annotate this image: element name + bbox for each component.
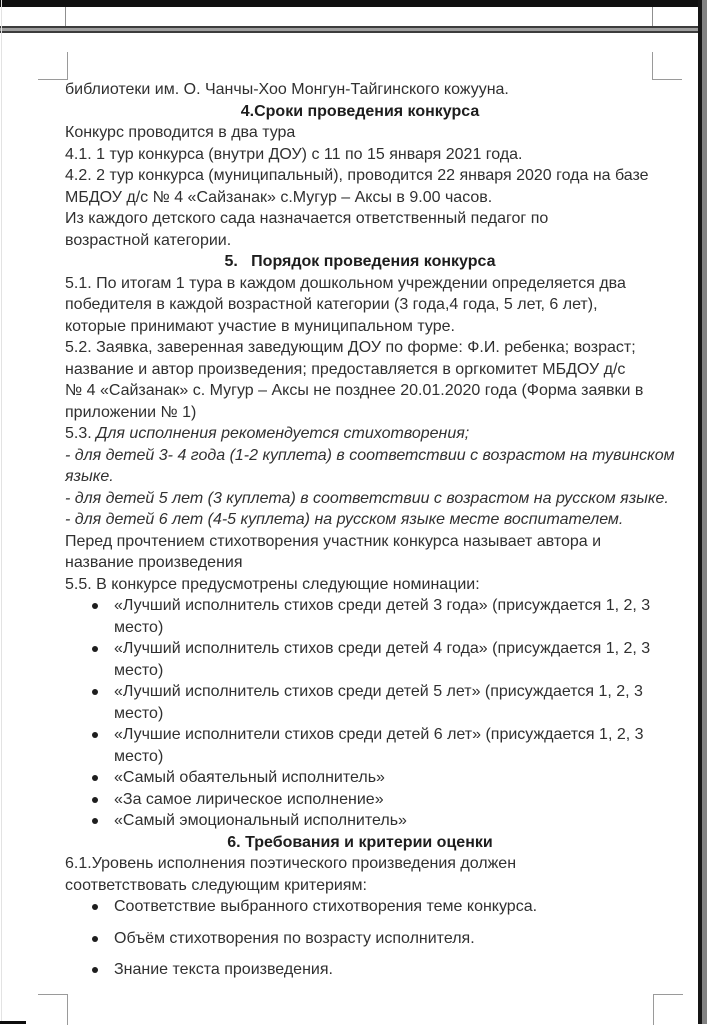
text-line: 6.1.Уровень исполнения поэтического произведения должен (65, 855, 517, 872)
bullet-icon (86, 810, 114, 832)
crop-mark (652, 7, 653, 26)
crop-mark (653, 994, 683, 1025)
text-line: МБДОУ д/с № 4 «Сайзанак» с.Мугур – Аксы в 9.00 часов. (65, 188, 493, 206)
text-line: место) (114, 747, 164, 765)
text-line: библиотеки им. О. Чанчы-Хоо Монгун-Тайгинского кожууна. (65, 81, 509, 98)
text-line: 5.2. Заявка, заверенная заведующим ДОУ по форме: Ф.И. ребенка; возраст; (65, 339, 636, 356)
list-item (65, 896, 655, 918)
text-line: которые принимают участие в муниципальном туре. (65, 317, 455, 335)
text-line: «Лучший исполнитель стихов среди детей 3 года» (присуждается 1, 2, 3 (114, 597, 651, 614)
crop-mark (38, 994, 68, 1025)
text-line: 5.1. По итогам 1 тура в каждом дошкольном учреждении определяется два (65, 274, 626, 292)
text-line: 4.1. 1 тур конкурса (внутри ДОУ) с 11 по 15 января 2021 года. (65, 145, 523, 163)
text-line: «Лучший исполнитель стихов среди детей 5 лет» (присуждается 1, 2, 3 (114, 683, 643, 700)
text-line: соответствовать следующим критериям: (65, 876, 367, 894)
text-line: 5.5. В конкурсе предусмотрены следующие номинации: (65, 575, 480, 593)
item-number: 5.3. (65, 425, 97, 442)
item-text: Для исполнения рекомендуется стихотворения; (96, 425, 470, 442)
text-line (65, 423, 655, 445)
bullet-icon (86, 767, 114, 789)
list-item (65, 595, 655, 638)
bullet-icon (86, 681, 114, 724)
bullet-icon (86, 789, 114, 811)
text-line: Перед прочтением стихотворения участник конкурса называет автора и (65, 532, 602, 550)
section-heading-5: 5. Порядок проведения конкурса (224, 253, 496, 270)
bullet-icon (86, 928, 114, 950)
text-line: место) (114, 704, 164, 722)
text-line: - для детей 5 лет (3 куплета) в соответствии с возрастом на русском языке. (65, 489, 669, 507)
text-line: название произведения (65, 554, 243, 571)
section-heading-4: 4.Сроки проведения конкурса (240, 102, 480, 120)
text-line: «Лучший исполнитель стихов среди детей 4 года» (присуждается 1, 2, 3 (114, 640, 651, 657)
text-line: языке. (65, 468, 114, 485)
crop-mark (652, 52, 682, 80)
text-line: Знание текста произведения. (114, 961, 333, 978)
list-item (65, 789, 655, 811)
text-line: «Лучшие исполнители стихов среди детей 6 лет» (присуждается 1, 2, 3 (114, 726, 644, 743)
bullet-icon (86, 595, 114, 638)
text-line: «Самый эмоциональный исполнитель» (114, 812, 407, 829)
text-line: № 4 «Сайзанак» с. Мугур – Аксы не позднее 20.01.2020 года (Форма заявки в (65, 382, 644, 399)
page-separator (0, 26, 698, 33)
text-line: 4.2. 2 тур конкурса (муниципальный), проводится 22 января 2020 года на базе (65, 167, 649, 184)
list-item (65, 638, 655, 681)
bullet-icon (86, 638, 114, 681)
text-line: «За самое лирическое исполнение» (114, 790, 384, 808)
list-item (65, 810, 655, 832)
text-line: Конкурс проводится в два тура (65, 124, 296, 141)
text-line: место) (114, 661, 164, 679)
bullet-icon (86, 959, 114, 981)
bullet-icon (86, 724, 114, 767)
bullet-icon (86, 896, 114, 918)
text-line: Из каждого детского сада назначается ответственный педагог по (65, 210, 549, 227)
page-left-edge (1, 0, 2, 1024)
text-line: возрастной категории. (65, 231, 232, 249)
text-line: приложении № 1) (65, 403, 197, 421)
list-item (65, 681, 655, 724)
text-line: победителя в каждой возрастной категории (3 года,4 года, 5 лет, 6 лет), (65, 296, 598, 313)
background-gutter (702, 0, 707, 1024)
list-item (65, 724, 655, 767)
text-line: Объём стихотворения по возрасту исполнителя. (114, 929, 475, 947)
list-item (65, 767, 655, 789)
text-line: «Самый обаятельный исполнитель» (114, 769, 385, 786)
crop-mark (38, 52, 68, 80)
text-line: место) (114, 618, 164, 636)
document-content (65, 79, 675, 981)
list-item (65, 928, 655, 950)
list-item (65, 959, 655, 981)
top-edge-bar (0, 0, 707, 7)
text-line: название и автор произведения; предоставляется в оргкомитет МБДОУ д/с (65, 360, 626, 378)
text-line: Соответствие выбранного стихотворения теме конкурса. (114, 898, 538, 915)
crop-mark (65, 7, 66, 26)
text-line: - для детей 6 лет (4-5 куплета) на русском языке месте воспитателем. (65, 511, 624, 528)
section-heading-6: 6. Требования и критерии оценки (227, 833, 493, 851)
text-line: - для детей 3- 4 года (1-2 куплета) в соответствии с возрастом на тувинском (65, 446, 675, 464)
